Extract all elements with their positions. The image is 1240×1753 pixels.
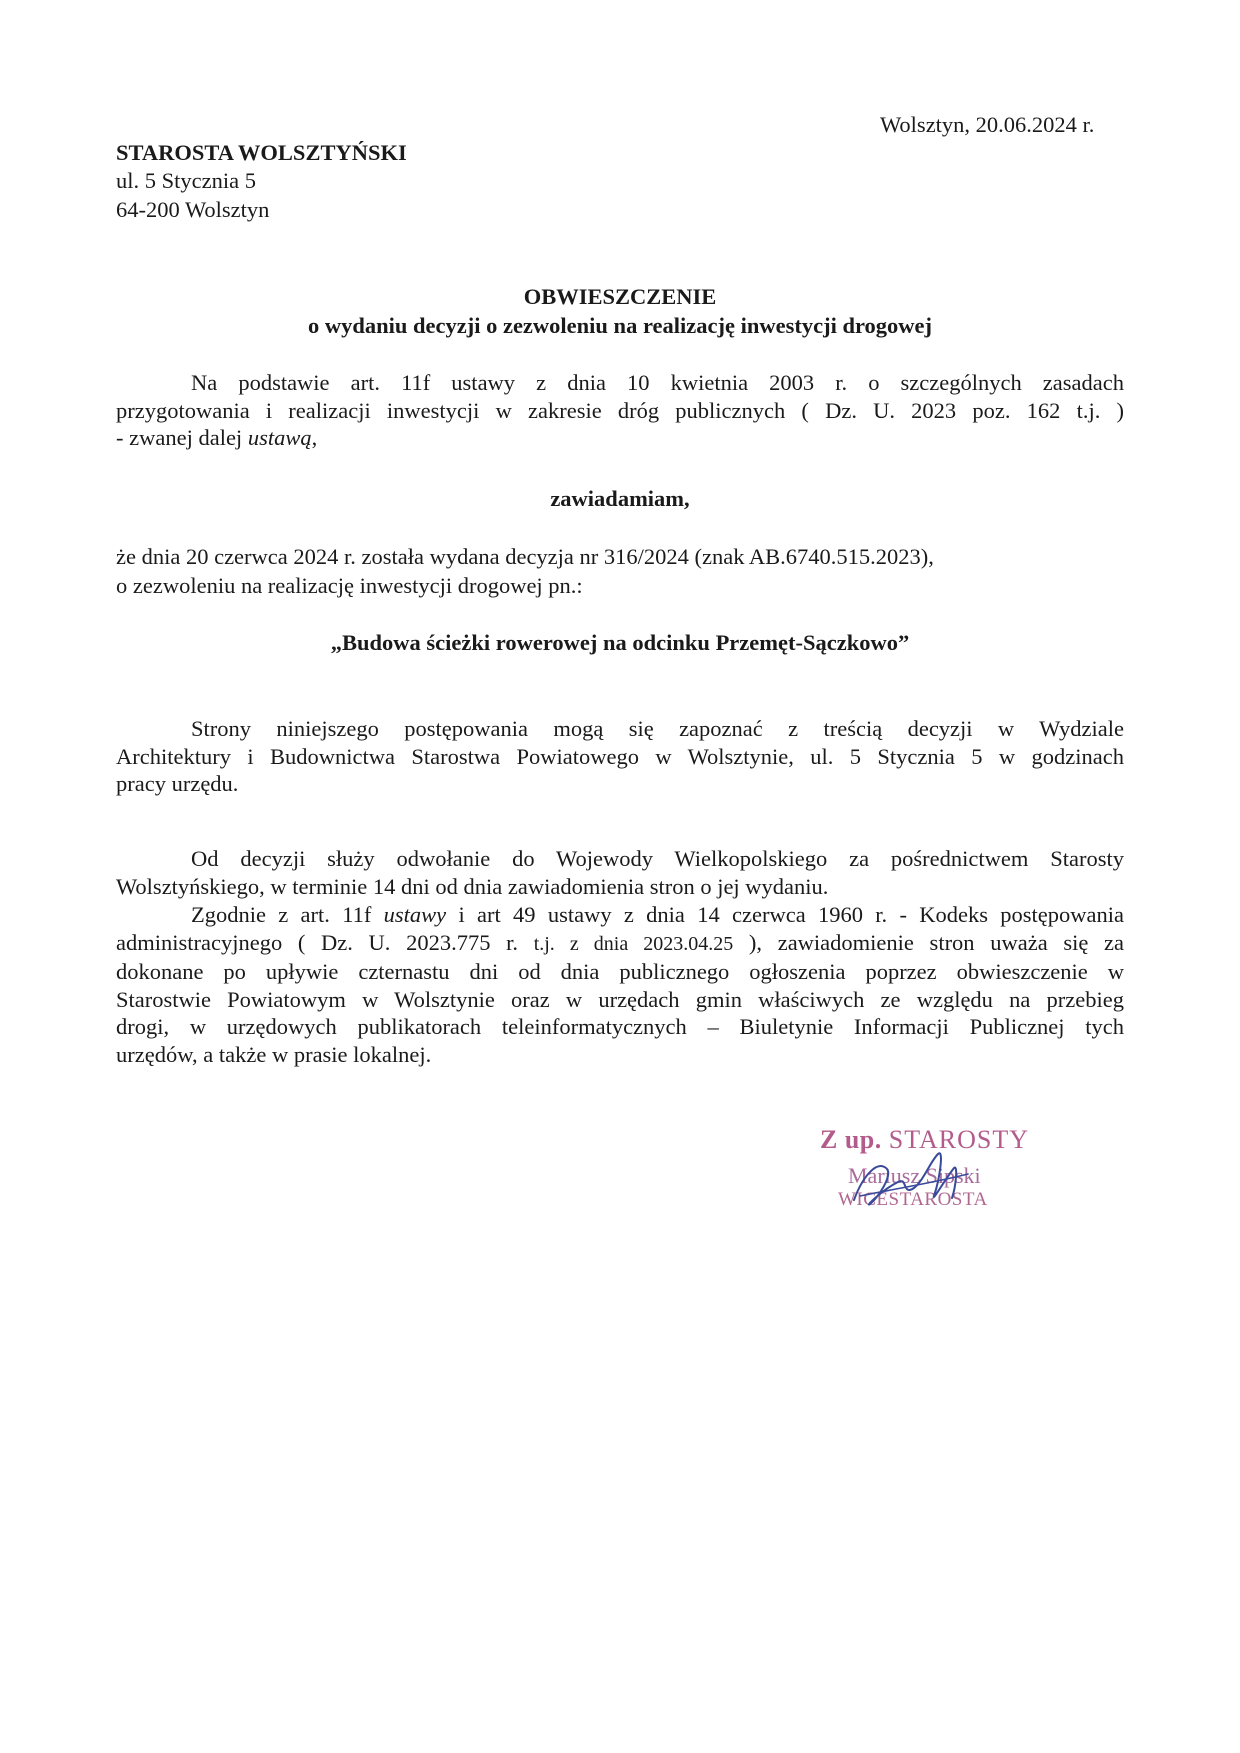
decision-line-1: że dnia 20 czerwca 2024 r. została wydana decyzja nr 316/2024 (znak AB.6740.515.2023), — [116, 544, 934, 569]
intro-line-3-prefix: - zwanej dalej — [116, 425, 248, 450]
notice-line-6: urzędów, a także w prasie lokalnej. — [116, 1041, 432, 1067]
project-name: „Budowa ścieżki rowerowej na odcinku Przemęt-Sączkowo” — [330, 630, 910, 655]
announce-heading: zawiadamiam, — [550, 486, 690, 511]
notice-line-4: Starostwie Powiatowym w Wolsztynie oraz w urzędach gmin właściwych ze względu na przebieg — [116, 986, 1124, 1012]
intro-line-3 — [116, 424, 1124, 452]
access-line-3: pracy urzędu. — [116, 771, 239, 796]
access-line-2: Architektury i Budownictwa Starostwa Powiatowego w Wolsztynie, ul. 5 Stycznia 5 w godzinach — [116, 743, 1124, 769]
intro-line-2: przygotowania i realizacji inwestycji w zakresie dróg publicznych ( Dz. U. 2023 poz. 162 t.j. ) — [116, 397, 1124, 423]
notice-line-1 — [116, 901, 1124, 929]
notice-line-5: drogi, w urzędowych publikatorach teleinformatycznych – Biuletynie Informacji Publicznej tych — [116, 1014, 1124, 1039]
intro-line-1: Na podstawie art. 11f ustawy z dnia 10 kwietnia 2003 r. o szczególnych zasadach — [191, 370, 1124, 395]
decision-line-2: o zezwoleniu na realizację inwestycji drogowej pn.: — [116, 573, 583, 598]
intro-paragraph — [116, 369, 1124, 452]
intro-line-3-italic: ustawą — [247, 425, 312, 450]
notice-line-2 — [116, 929, 1124, 959]
place-date: Wolsztyn, 20.06.2024 r. — [880, 112, 1095, 137]
stamp-role: WICESTAROSTA — [838, 1189, 988, 1210]
authority-name: STAROSTA WOLSZTYŃSKI — [116, 140, 407, 165]
stamp-name: Mariusz Sipski — [848, 1163, 981, 1188]
document-title: OBWIESZCZENIE — [523, 284, 717, 309]
notice-line-1-a: Zgodnie z art. 11f — [191, 902, 384, 927]
notice-line-1-c: i art 49 ustawy z dnia 14 czerwca 1960 r. - Kodeks postępowania — [446, 902, 1124, 927]
notice-line-3: dokonane po upływie czternastu dni od dnia publicznego ogłoszenia poprzez obwieszczenie w — [116, 959, 1124, 984]
stamp-title-office: STAROSTY — [888, 1125, 1030, 1154]
notice-paragraph — [116, 901, 1124, 1068]
handwritten-signature — [842, 1138, 982, 1218]
intro-line-3-suffix: , — [311, 425, 318, 450]
access-paragraph — [116, 715, 1124, 798]
notice-line-1-b: ustawy — [383, 902, 447, 927]
notice-line-2-b: t.j. z dnia 2023.04.25 — [533, 932, 734, 955]
authority-city: 64-200 Wolsztyn — [116, 197, 270, 222]
notice-line-2-a: administracyjnego ( Dz. U. 2023.775 r. — [116, 929, 534, 955]
appeal-line-1: Od decyzji służy odwołanie do Wojewody Wielkopolskiego za pośrednictwem Starosty — [191, 846, 1124, 871]
stamp-title-prefix: Z up. — [820, 1125, 889, 1154]
authority-street: ul. 5 Stycznia 5 — [116, 168, 256, 193]
appeal-paragraph — [116, 845, 1124, 900]
appeal-line-2: Wolsztyńskiego, w terminie 14 dni od dnia zawiadomienia stron o jej wydaniu. — [116, 873, 829, 899]
notice-line-2-c: ), zawiadomienie stron uważa się za — [733, 929, 1124, 955]
access-line-1: Strony niniejszego postępowania mogą się zapoznać z treścią decyzji w Wydziale — [191, 716, 1124, 741]
document-subtitle: o wydaniu decyzji o zezwoleniu na realizację inwestycji drogowej — [307, 313, 933, 338]
